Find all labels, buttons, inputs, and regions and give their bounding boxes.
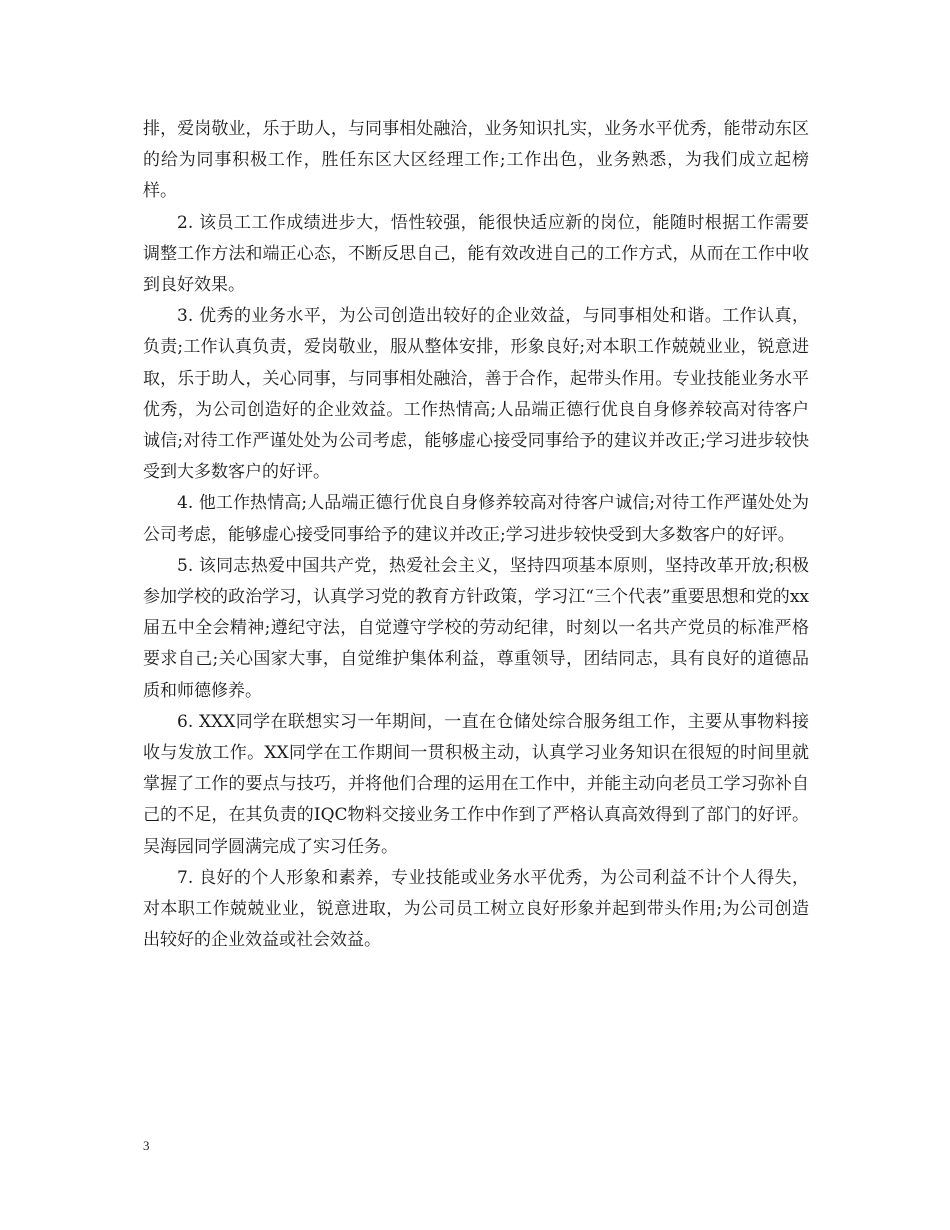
page-number: 3 <box>143 1138 150 1153</box>
document-body <box>143 114 809 956</box>
paragraph-item-3: 3. 优秀的业务水平，为公司创造出较好的企业效益，与同事相处和谐。工作认真，负责;工作认真负责，爱岗敬业，服从整体安排，形象良好;对本职工作兢兢业业，锐意进取，乐于助人，关心同事，与同事相处融洽，善于合作，起带头作用。专业技能业务水平优秀，为公司创造好的企业效益。工作热情高;人品端正德行优良自身修养较高对待客户诚信;对待工作严谨处处为公司考虑，能够虚心接受同事给予的建议并改正;学习进步较快受到大多数客户的好评。 <box>143 306 809 483</box>
paragraph-item-7: 7. 良好的个人形象和素养，专业技能或业务水平优秀，为公司利益不计个人得失，对本职工作兢兢业业，锐意进取，为公司员工树立良好形象并起到带头作用;为公司创造出较好的企业效益或社会效益。 <box>143 867 809 951</box>
paragraph-item-2: 2. 该员工工作成绩进步大，悟性较强，能很快适应新的岗位，能随时根据工作需要调整工作方法和端正心态，不断反思自己，能有效改进自己的工作方式，从而在工作中收到良好效果。 <box>143 212 809 296</box>
paragraph-item-6: 6. XXX同学在联想实习一年期间，一直在仓储处综合服务组工作，主要从事物料接收与发放工作。XX同学在工作期间一贯积极主动，认真学习业务知识在很短的时间里就掌握了工作的要点与技巧，并将他们合理的运用在工作中，并能主动向老员工学习弥补自己的不足，在其负责的IQC物料交接业务工作中作到了严格认真高效得到了部门的好评。吴海园同学圆满完成了实习任务。 <box>143 711 809 857</box>
paragraph-item-5: 5. 该同志热爱中国共产党，热爱社会主义，坚持四项基本原则，坚持改革开放;积极参加学校的政治学习，认真学习党的教育方针政策，学习江“三个代表”重要思想和党的xx届五中全会精神;遵纪守法，自觉遵守学校的劳动纪律，时刻以一名共产党员的标准严格要求自己;关心国家大事，自觉维护集体利益，尊重领导，团结同志，具有良好的道德品质和师德修养。 <box>143 555 809 701</box>
paragraph-continuation: 排，爱岗敬业，乐于助人，与同事相处融洽，业务知识扎实，业务水平优秀，能带动东区的给为同事积极工作，胜任东区大区经理工作;工作出色，业务熟悉，为我们成立起榜样。 <box>143 119 809 202</box>
paragraph-item-4: 4. 他工作热情高;人品端正德行优良自身修养较高对待客户诚信;对待工作严谨处处为公司考虑，能够虚心接受同事给予的建议并改正;学习进步较快受到大多数客户的好评。 <box>143 493 809 545</box>
